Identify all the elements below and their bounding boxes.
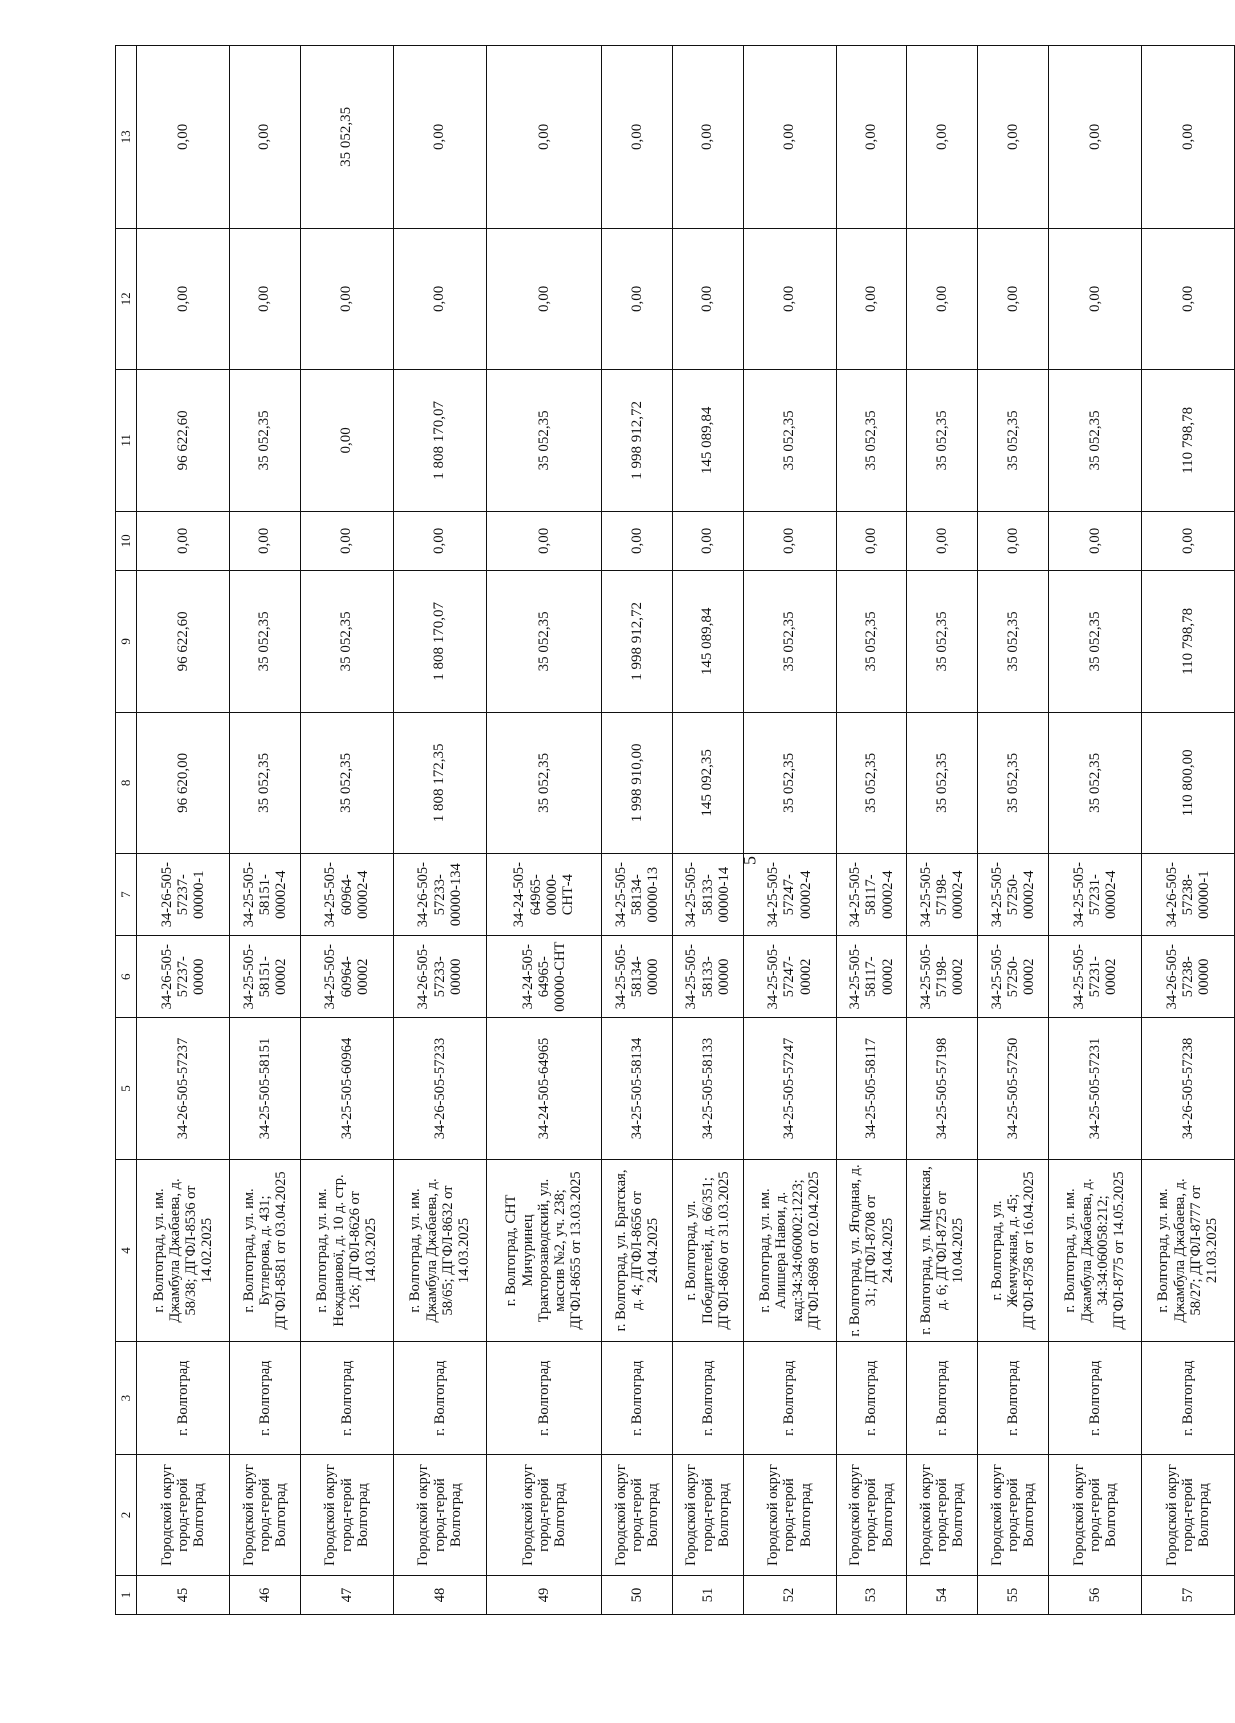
table-row (602, 46, 673, 1615)
amount-col-11: 35 052,35 (743, 370, 836, 512)
code-col-6: 34-25-505-58117-00002 (836, 936, 907, 1018)
amount-col-12: 0,00 (1048, 228, 1141, 370)
row-number: 50 (602, 1576, 673, 1615)
address: г. Волгоград, ул. им. Алишера Навои, д. кад:34:34:060002:1223; ДГФЛ-8698 от 02.04.2025 (743, 1159, 836, 1342)
settlement: г. Волгоград (486, 1342, 601, 1455)
amount-col-9: 96 622,60 (137, 571, 230, 713)
row-number: 57 (1141, 1576, 1234, 1615)
code-col-5: 34-25-505-57198 (907, 1018, 978, 1160)
amount-col-11: 145 089,84 (672, 370, 743, 512)
amount-col-10: 0,00 (907, 511, 978, 570)
amount-col-10: 0,00 (836, 511, 907, 570)
address: г. Волгоград, ул. им. Джамбула Джабаева, д. 58/38; ДГФЛ-8536 от 14.02.2025 (137, 1159, 230, 1342)
settlement: г. Волгоград (743, 1342, 836, 1455)
amount-col-8: 1 998 910,00 (602, 712, 673, 854)
settlement: г. Волгоград (137, 1342, 230, 1455)
amount-col-12: 0,00 (300, 228, 393, 370)
amount-col-12: 0,00 (230, 228, 301, 370)
amount-col-12: 0,00 (672, 228, 743, 370)
column-number-4: 4 (116, 1159, 137, 1342)
amount-col-11: 96 622,60 (137, 370, 230, 512)
address: г. Волгоград, ул. им. Нежданової, д. 10 д. стр. 126; ДГФЛ-8626 от 14.03.2025 (300, 1159, 393, 1342)
table-body (137, 46, 1235, 1615)
municipality: Городской округ город-герой Волгоград (978, 1455, 1049, 1576)
amount-col-13: 0,00 (1141, 46, 1234, 229)
amount-col-13: 0,00 (230, 46, 301, 229)
rotated-table-inner (115, 45, 1235, 1615)
code-col-6: 34-25-505-57198-00002 (907, 936, 978, 1018)
code-col-7: 34-25-505-57247-00002-4 (743, 854, 836, 936)
amount-col-8: 35 052,35 (978, 712, 1049, 854)
amount-col-9: 1 808 170,07 (393, 571, 486, 713)
code-col-7: 34-26-505-57238-00000-1 (1141, 854, 1234, 936)
code-col-5: 34-25-505-57247 (743, 1018, 836, 1160)
code-col-7: 34-25-505-57198-00002-4 (907, 854, 978, 936)
amount-col-10: 0,00 (486, 511, 601, 570)
amount-col-8: 35 052,35 (907, 712, 978, 854)
row-number: 46 (230, 1576, 301, 1615)
municipality: Городской округ город-герой Волгоград (137, 1455, 230, 1576)
amount-col-11: 1 998 912,72 (602, 370, 673, 512)
table-row (230, 46, 301, 1615)
table-row (743, 46, 836, 1615)
address: г. Волгоград, СНТ Мичуринец Тракторозаводский, ул. массив №2, уч. 238; ДГФЛ-8655 от 13.03.2025 (486, 1159, 601, 1342)
code-col-6: 34-25-505-57247-00002 (743, 936, 836, 1018)
municipality: Городской округ город-герой Волгоград (230, 1455, 301, 1576)
row-number: 49 (486, 1576, 601, 1615)
amount-col-9: 1 998 912,72 (602, 571, 673, 713)
row-number: 55 (978, 1576, 1049, 1615)
amount-col-13: 0,00 (137, 46, 230, 229)
amount-col-13: 0,00 (486, 46, 601, 229)
amount-col-9: 35 052,35 (486, 571, 601, 713)
column-number-row (116, 46, 137, 1615)
settlement: г. Волгоград (672, 1342, 743, 1455)
amount-col-11: 1 808 170,07 (393, 370, 486, 512)
settlement: г. Волгоград (1048, 1342, 1141, 1455)
code-col-7: 34-26-505-57233-00000-134 (393, 854, 486, 936)
amount-col-12: 0,00 (137, 228, 230, 370)
code-col-7: 34-25-505-57250-00002-4 (978, 854, 1049, 936)
column-number-12: 12 (116, 228, 137, 370)
amount-col-12: 0,00 (978, 228, 1049, 370)
amount-col-10: 0,00 (230, 511, 301, 570)
amount-col-8: 145 092,35 (672, 712, 743, 854)
code-col-7: 34-25-505-60964-00002-4 (300, 854, 393, 936)
amount-col-11: 35 052,35 (1048, 370, 1141, 512)
municipality: Городской округ город-герой Волгоград (1141, 1455, 1234, 1576)
amount-col-13: 0,00 (978, 46, 1049, 229)
column-number-8: 8 (116, 712, 137, 854)
amount-col-8: 96 620,00 (137, 712, 230, 854)
code-col-6: 34-26-505-57238-00000 (1141, 936, 1234, 1018)
code-col-7: 34-24-505-64965-00000-СНТ-4 (486, 854, 601, 936)
amount-col-10: 0,00 (743, 511, 836, 570)
amount-col-8: 110 800,00 (1141, 712, 1234, 854)
amount-col-11: 110 798,78 (1141, 370, 1234, 512)
address: г. Волгоград, ул. Жемчужная, д. 45; ДГФЛ-8758 от 16.04.2025 (978, 1159, 1049, 1342)
settlement: г. Волгоград (1141, 1342, 1234, 1455)
address: г. Волгоград, ул. Победителей, д. 66/351; ДГФЛ-8660 от 31.03.2025 (672, 1159, 743, 1342)
code-col-6: 34-25-505-57231-00002 (1048, 936, 1141, 1018)
amount-col-10: 0,00 (137, 511, 230, 570)
amount-col-8: 35 052,35 (743, 712, 836, 854)
settlement: г. Волгоград (393, 1342, 486, 1455)
settlement: г. Волгоград (230, 1342, 301, 1455)
row-number: 53 (836, 1576, 907, 1615)
amount-col-10: 0,00 (1048, 511, 1141, 570)
municipality: Городской округ город-герой Волгоград (743, 1455, 836, 1576)
amount-col-12: 0,00 (602, 228, 673, 370)
amount-col-11: 0,00 (300, 370, 393, 512)
address: г. Волгоград, ул. Ягодная, д. 31; ДГФЛ-8708 от 24.04.2025 (836, 1159, 907, 1342)
row-number: 51 (672, 1576, 743, 1615)
code-col-6: 34-24-505-64965-00000-СНТ (486, 936, 601, 1018)
amount-col-8: 35 052,35 (836, 712, 907, 854)
code-col-7: 34-25-505-58133-00000-14 (672, 854, 743, 936)
amount-col-12: 0,00 (393, 228, 486, 370)
address: г. Волгоград, ул. им. Джамбула Джабаева, д. 34:34:060058:212; ДГФЛ-8775 от 14.05.2025 (1048, 1159, 1141, 1342)
address: г. Волгоград, ул. Братская, д. 4; ДГФЛ-8656 от 24.04.2025 (602, 1159, 673, 1342)
code-col-6: 34-26-505-57233-00000 (393, 936, 486, 1018)
code-col-7: 34-25-505-58151-00002-4 (230, 854, 301, 936)
amount-col-12: 0,00 (743, 228, 836, 370)
code-col-5: 34-26-505-57237 (137, 1018, 230, 1160)
amount-col-13: 0,00 (907, 46, 978, 229)
amount-col-10: 0,00 (672, 511, 743, 570)
amount-col-9: 35 052,35 (907, 571, 978, 713)
code-col-6: 34-25-505-57250-00002 (978, 936, 1049, 1018)
amount-col-12: 0,00 (486, 228, 601, 370)
row-number: 54 (907, 1576, 978, 1615)
address: г. Волгоград, ул. им. Джамбула Джабаева, д. 58/65; ДГФЛ-8632 от 14.03.2025 (393, 1159, 486, 1342)
municipality: Городской округ город-герой Волгоград (602, 1455, 673, 1576)
row-number: 47 (300, 1576, 393, 1615)
column-number-13: 13 (116, 46, 137, 229)
column-number-6: 6 (116, 936, 137, 1018)
settlement: г. Волгоград (978, 1342, 1049, 1455)
municipality: Городской округ город-герой Волгоград (836, 1455, 907, 1576)
amount-col-9: 35 052,35 (836, 571, 907, 713)
amount-col-11: 35 052,35 (486, 370, 601, 512)
column-number-5: 5 (116, 1018, 137, 1160)
code-col-5: 34-25-505-58151 (230, 1018, 301, 1160)
amount-col-10: 0,00 (300, 511, 393, 570)
column-number-7: 7 (116, 854, 137, 936)
amount-col-9: 35 052,35 (978, 571, 1049, 713)
municipality: Городской округ город-герой Волгоград (907, 1455, 978, 1576)
amount-col-9: 145 089,84 (672, 571, 743, 713)
payments-table (115, 45, 1235, 1615)
table-row (1048, 46, 1141, 1615)
code-col-6: 34-25-505-60964-00002 (300, 936, 393, 1018)
amount-col-9: 35 052,35 (743, 571, 836, 713)
column-number-11: 11 (116, 370, 137, 512)
code-col-5: 34-25-505-60964 (300, 1018, 393, 1160)
amount-col-9: 35 052,35 (230, 571, 301, 713)
code-col-5: 34-25-505-58133 (672, 1018, 743, 1160)
amount-col-13: 35 052,35 (300, 46, 393, 229)
amount-col-8: 1 808 172,35 (393, 712, 486, 854)
amount-col-13: 0,00 (836, 46, 907, 229)
municipality: Городской округ город-герой Волгоград (393, 1455, 486, 1576)
amount-col-13: 0,00 (393, 46, 486, 229)
settlement: г. Волгоград (907, 1342, 978, 1455)
amount-col-11: 35 052,35 (836, 370, 907, 512)
municipality: Городской округ город-герой Волгоград (672, 1455, 743, 1576)
table-row (137, 46, 230, 1615)
table-row (978, 46, 1049, 1615)
amount-col-13: 0,00 (1048, 46, 1141, 229)
code-col-5: 34-24-505-64965 (486, 1018, 601, 1160)
amount-col-10: 0,00 (1141, 511, 1234, 570)
table-row (300, 46, 393, 1615)
municipality: Городской округ город-герой Волгоград (486, 1455, 601, 1576)
code-col-6: 34-26-505-57237-00000 (137, 936, 230, 1018)
code-col-7: 34-25-505-57231-00002-4 (1048, 854, 1141, 936)
amount-col-8: 35 052,35 (230, 712, 301, 854)
code-col-6: 34-25-505-58133-00000 (672, 936, 743, 1018)
code-col-6: 34-25-505-58151-00002 (230, 936, 301, 1018)
amount-col-12: 0,00 (836, 228, 907, 370)
rotated-table-container (115, 45, 1235, 1615)
address: г. Волгоград, ул. им. Бутлерова, д. 431; ДГФЛ-8581 от 03.04.2025 (230, 1159, 301, 1342)
row-number: 45 (137, 1576, 230, 1615)
amount-col-8: 35 052,35 (300, 712, 393, 854)
code-col-5: 34-25-505-57231 (1048, 1018, 1141, 1160)
code-col-5: 34-25-505-57250 (978, 1018, 1049, 1160)
amount-col-11: 35 052,35 (230, 370, 301, 512)
amount-col-8: 35 052,35 (486, 712, 601, 854)
amount-col-10: 0,00 (602, 511, 673, 570)
table-row (836, 46, 907, 1615)
settlement: г. Волгоград (300, 1342, 393, 1455)
code-col-5: 34-25-505-58134 (602, 1018, 673, 1160)
table-row (907, 46, 978, 1615)
amount-col-13: 0,00 (743, 46, 836, 229)
settlement: г. Волгоград (836, 1342, 907, 1455)
amount-col-8: 35 052,35 (1048, 712, 1141, 854)
code-col-7: 34-25-505-58117-00002-4 (836, 854, 907, 936)
code-col-5: 34-26-505-57238 (1141, 1018, 1234, 1160)
column-number-10: 10 (116, 511, 137, 570)
column-number-2: 2 (116, 1455, 137, 1576)
amount-col-11: 35 052,35 (978, 370, 1049, 512)
municipality: Городской округ город-герой Волгоград (1048, 1455, 1141, 1576)
column-number-1: 1 (116, 1576, 137, 1615)
page-number: 5 (739, 856, 760, 865)
amount-col-9: 35 052,35 (300, 571, 393, 713)
table-row (393, 46, 486, 1615)
amount-col-9: 35 052,35 (1048, 571, 1141, 713)
address: г. Волгоград, ул. им. Джамбула Джабаева, д. 58/27; ДГФЛ-8777 от 21.03.2025 (1141, 1159, 1234, 1342)
code-col-7: 34-26-505-57237-00000-1 (137, 854, 230, 936)
code-col-7: 34-25-505-58134-00000-13 (602, 854, 673, 936)
row-number: 56 (1048, 1576, 1141, 1615)
amount-col-12: 0,00 (907, 228, 978, 370)
amount-col-11: 35 052,35 (907, 370, 978, 512)
settlement: г. Волгоград (602, 1342, 673, 1455)
row-number: 52 (743, 1576, 836, 1615)
row-number: 48 (393, 1576, 486, 1615)
table-row (486, 46, 601, 1615)
column-number-9: 9 (116, 571, 137, 713)
code-col-5: 34-25-505-58117 (836, 1018, 907, 1160)
amount-col-13: 0,00 (672, 46, 743, 229)
amount-col-10: 0,00 (978, 511, 1049, 570)
address: г. Волгоград, ул. Мценская, д. 6; ДГФЛ-8725 от 10.04.2025 (907, 1159, 978, 1342)
code-col-5: 34-26-505-57233 (393, 1018, 486, 1160)
column-number-3: 3 (116, 1342, 137, 1455)
amount-col-9: 110 798,78 (1141, 571, 1234, 713)
code-col-6: 34-25-505-58134-00000 (602, 936, 673, 1018)
amount-col-10: 0,00 (393, 511, 486, 570)
amount-col-12: 0,00 (1141, 228, 1234, 370)
table-row (672, 46, 743, 1615)
amount-col-13: 0,00 (602, 46, 673, 229)
municipality: Городской округ город-герой Волгоград (300, 1455, 393, 1576)
table-row (1141, 46, 1234, 1615)
